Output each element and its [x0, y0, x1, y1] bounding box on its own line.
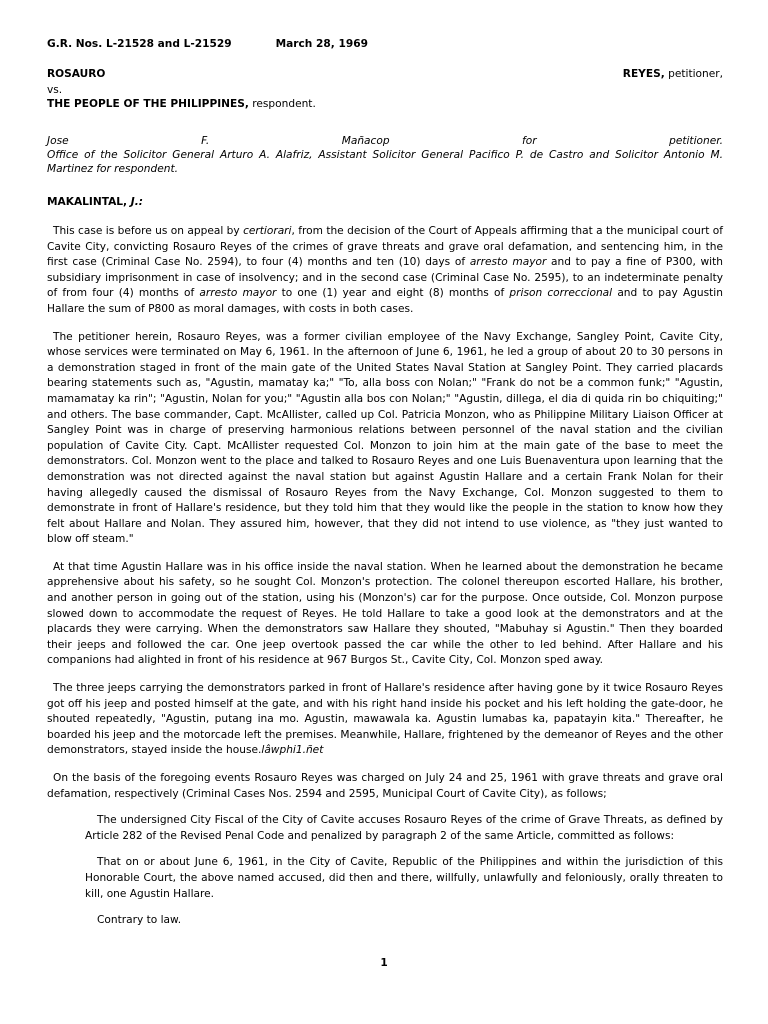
counsel-word: Jose [47, 135, 69, 147]
quoted-information-body: That on or about June 6, 1961, in the City of Cavite, Republic of the Philippines and within the jurisdiction of this Honorable Court, the above named accused, did then and there, willfully, unlawfully and feloniously, orally threaten to kill, one Agustin Hallare. [85, 856, 723, 900]
document-page [47, 38, 723, 929]
text-run: The three jeeps carrying the demonstrators parked in front of Hallare's residence after having gone by it twice Rosauro Reyes got off his jeep and posted himself at the gate, and with his right hand inside his pocket and his left holding the gate-door, he shouted repeatedly, "Agustin, putang ina mo. Agustin, mawawala ka. Agustin lumabas ka, papatayin kita." Thereafter, he boarded his jeep and the motorcade left the premises. Meanwhile, Hallare, frightened by the demeanor of Reyes and the other demonstrators, stayed inside the house. [47, 682, 723, 757]
petitioner-line [47, 68, 723, 84]
paragraph-1 [47, 224, 723, 318]
paragraph-3: At that time Agustin Hallare was in his office inside the naval station. When he learned about the demonstration he became apprehensive about his safety, so he sought Col. Monzon's protection. The colonel thereupon escorted Hallare, his brother, and another person in going out of the station, using his (Monzon's) car for the purpose. Once outside, Col. Monzon purpose slowed down to accommodate the request of Reyes. He told Hallare to take a good look at the demonstrators and at the placards they were carrying. When the demonstrators saw Hallare they shouted, "Mabuhay si Agustin." Then they boarded their jeeps and followed the car. One jeep overtook passed the car while the other to led behind. After Hallare and his companions had alighted in front of his residence at 967 Burgos St., Cavite City, Col. Monzon sped away. [47, 560, 723, 667]
petitioner-counsel [47, 134, 723, 148]
counsel-block [47, 134, 723, 176]
decision-date: March 28, 1969 [275, 38, 368, 50]
ponente [47, 196, 723, 212]
counsel-word: for [522, 135, 537, 147]
versus: vs. [47, 84, 63, 96]
text-run-italic: arresto mayor [199, 287, 277, 300]
petitioner-surname-role [623, 68, 723, 84]
case-header [47, 38, 723, 54]
petitioner-last-name: REYES, [622, 68, 665, 80]
paragraph-4 [47, 681, 723, 759]
text-run: and to pay a fine of P300, with subsidiary imprisonment in case of insolvency; and in the second case (Criminal Case No. 2595), to an indeterminate penalty of from four (4) months of [47, 256, 723, 300]
petitioner-role: petitioner, [664, 68, 723, 80]
text-run-italic: prison correccional [509, 287, 613, 300]
ponente-name: MAKALINTAL, [47, 196, 128, 208]
ponente-title: J.: [127, 196, 143, 208]
case-number: G.R. Nos. L-21528 and L-21529 [47, 38, 232, 50]
text-run-italic: certiorari [243, 225, 292, 237]
petitioner-first-name: ROSAURO [47, 68, 106, 80]
text-run: This case is before us on appeal by [53, 225, 244, 237]
paragraph-2: The petitioner herein, Rosauro Reyes, was a former civilian employee of the Navy Exchange, Sangley Point, Cavite City, whose services were terminated on May 6, 1961. In the afternoon of June 6, 1961, he led a group of about 20 to 30 persons in a demonstration staged in front of the main gate of the United States Naval Station at Sangley Point. They carried placards bearing statements such as, "Agustin, mamatay ka;" "To, alla boss con Nolan;" "Frank do not be a common funk;" "Agustin, mamamatay ka rin"; "Agustin, Nolan for you;" "Agustin alla bos con Nolan;" "Agustin, dillega, el dia di quida rin bo chiquiting;" and others. The base commander, Capt. McAllister, called up Col. Patricia Monzon, who as Philippine Military Liaison Officer at Sangley Point was in charge of preserving harmonious relations between personnel of the naval station and the civilian population of Cavite City. Capt. McAllister requested Col. Monzon to join him at the main gate of the base to meet the demonstrators. Col. Monzon went to the place and talked to Rosauro Reyes and one Luis Buenaventura upon learning that the demonstration was not directed against the naval station but against Agustin Hallare and a certain Frank Nolan for their having allegedly caused the dismissal of Rosauro Reyes from the Navy Exchange, Col. Monzon suggested to them to demonstrate in front of Hallare's residence, but they told him that they would like the people in the station to know how they felt about Hallare and Nolan. They assured him, however, that they did not intend to use violence, as "they just wanted to blow off steam." [47, 330, 723, 546]
counsel-word: petitioner. [669, 135, 723, 147]
text-run-italic: arresto mayor [469, 256, 547, 269]
respondent-counsel: Office of the Solicitor General Arturo A. Alafriz, Assistant Solicitor General Pacifico P. de Castro and Solicitor Antonio M. Martinez for respondent. [47, 149, 723, 175]
counsel-word: Mañacop [341, 135, 390, 147]
paragraph-5: On the basis of the foregoing events Rosauro Reyes was charged on July 24 and 25, 1961 with grave threats and grave oral defamation, respectively (Criminal Cases Nos. 2594 and 2595, Municipal Court of Cavite City), as follows; [47, 772, 723, 800]
respondent-name: THE PEOPLE OF THE PHILIPPINES, [47, 98, 249, 110]
text-run: and to pay Agustin Hallare the sum of P800 as moral damages, with costs in both cases. [47, 287, 723, 315]
page-number: 1 [380, 957, 388, 969]
watermark-text: lâwphi1.ñet [261, 744, 324, 757]
text-run: , from the decision of the Court of Appeals affirming that a the municipal court of Cavite City, convicting Rosauro Reyes of the crimes of grave threats and grave oral defamation, and sentencing him, in the first case (Criminal Case No. 2594), to four (4) months and ten (10) days of [47, 225, 723, 269]
text-run: to one (1) year and eight (8) months of [276, 287, 510, 300]
quoted-information-closing: Contrary to law. [97, 914, 182, 927]
counsel-word: F. [201, 135, 210, 147]
quoted-information-intro: The undersigned City Fiscal of the City of Cavite accuses Rosauro Reyes of the crime of Grave Threats, as defined by Article 282 of the Revised Penal Code and penalized by paragraph 2 of the same Article, committed as follows: [85, 814, 723, 842]
respondent-role: respondent. [248, 98, 316, 110]
respondent-line [47, 98, 723, 114]
